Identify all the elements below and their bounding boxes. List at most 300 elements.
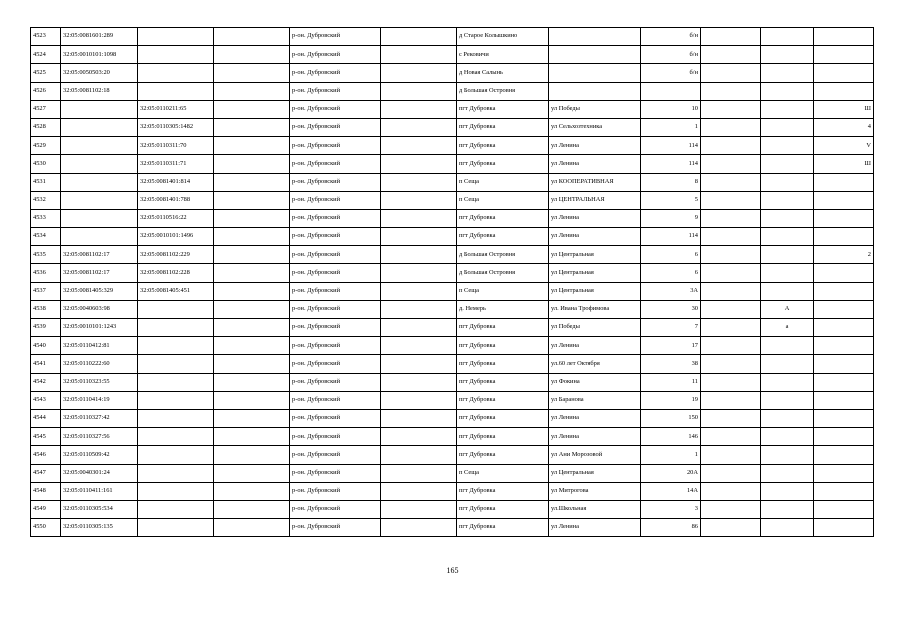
- table-row: [31, 500, 874, 518]
- house-number-cell: 10: [641, 100, 701, 118]
- empty-column-cell: [214, 519, 290, 537]
- district-cell: р-он. Дубровский: [290, 500, 381, 518]
- cadastral-number-cell: 32:05:0110414:19: [61, 391, 138, 409]
- extra-info-cell: [814, 319, 874, 337]
- street-cell: [549, 28, 641, 46]
- extra-info-cell: [814, 409, 874, 427]
- cadastral-number-cell: 32:05:0040301:24: [61, 464, 138, 482]
- district-cell: р-он. Дубровский: [290, 446, 381, 464]
- street-cell: ул Ленина: [549, 155, 641, 173]
- cadastral-number-cell: 32:05:0110412:81: [61, 337, 138, 355]
- cadastral-number-2-cell: [138, 482, 214, 500]
- cadastral-number-cell: [61, 228, 138, 246]
- settlement-cell: пгт Дубровка: [457, 500, 549, 518]
- house-number-cell: 1: [641, 446, 701, 464]
- street-cell: ул Центральная: [549, 464, 641, 482]
- settlement-cell: пгт Дубровка: [457, 155, 549, 173]
- empty-column-2-cell: [381, 464, 457, 482]
- table-row: [31, 46, 874, 64]
- extra-info-cell: [814, 373, 874, 391]
- extra-info-cell: [814, 46, 874, 64]
- record-number-cell: 4550: [31, 519, 61, 537]
- empty-column-cell: [214, 209, 290, 227]
- district-cell: р-он. Дубровский: [290, 264, 381, 282]
- cadastral-number-cell: 32:05:0110327:42: [61, 409, 138, 427]
- district-cell: р-он. Дубровский: [290, 482, 381, 500]
- cadastral-number-cell: 32:05:0110327:56: [61, 428, 138, 446]
- district-cell: р-он. Дубровский: [290, 282, 381, 300]
- cadastral-number-cell: 32:05:0081601:289: [61, 28, 138, 46]
- cadastral-number-cell: [61, 173, 138, 191]
- letter-cell: [761, 519, 814, 537]
- letter-cell: [761, 228, 814, 246]
- letter-cell: [761, 155, 814, 173]
- letter-cell: [761, 28, 814, 46]
- district-cell: р-он. Дубровский: [290, 82, 381, 100]
- district-cell: р-он. Дубровский: [290, 373, 381, 391]
- record-number-cell: 4543: [31, 391, 61, 409]
- settlement-cell: пгт Дубровка: [457, 100, 549, 118]
- street-cell: ул Ленина: [549, 519, 641, 537]
- cadastral-number-cell: 32:05:0110323:55: [61, 373, 138, 391]
- building-number-cell: [701, 173, 761, 191]
- district-cell: р-он. Дубровский: [290, 28, 381, 46]
- empty-column-2-cell: [381, 337, 457, 355]
- settlement-cell: пгт Дубровка: [457, 118, 549, 136]
- house-number-cell: 11: [641, 373, 701, 391]
- extra-info-cell: [814, 209, 874, 227]
- record-number-cell: 4539: [31, 319, 61, 337]
- extra-info-cell: [814, 264, 874, 282]
- cadastral-number-cell: 32:05:0110305:135: [61, 519, 138, 537]
- settlement-cell: пгт Дубровка: [457, 319, 549, 337]
- building-number-cell: [701, 337, 761, 355]
- settlement-cell: д Большая Островня: [457, 82, 549, 100]
- cadastral-number-cell: 32:05:0110411:161: [61, 482, 138, 500]
- extra-info-cell: 2: [814, 246, 874, 264]
- table-row: [31, 391, 874, 409]
- district-cell: р-он. Дубровский: [290, 64, 381, 82]
- letter-cell: [761, 64, 814, 82]
- record-number-cell: 4534: [31, 228, 61, 246]
- table-row: [31, 482, 874, 500]
- street-cell: ул Ленина: [549, 337, 641, 355]
- empty-column-2-cell: [381, 28, 457, 46]
- district-cell: р-он. Дубровский: [290, 391, 381, 409]
- building-number-cell: [701, 264, 761, 282]
- letter-cell: [761, 137, 814, 155]
- empty-column-2-cell: [381, 282, 457, 300]
- table-row: [31, 155, 874, 173]
- settlement-cell: д Большая Островня: [457, 246, 549, 264]
- record-number-cell: 4546: [31, 446, 61, 464]
- extra-info-cell: Ш: [814, 155, 874, 173]
- street-cell: ул Центральная: [549, 264, 641, 282]
- building-number-cell: [701, 28, 761, 46]
- extra-info-cell: [814, 428, 874, 446]
- building-number-cell: [701, 446, 761, 464]
- house-number-cell: 3: [641, 500, 701, 518]
- street-cell: ул Центральная: [549, 282, 641, 300]
- building-number-cell: [701, 209, 761, 227]
- cadastral-number-2-cell: [138, 409, 214, 427]
- record-number-cell: 4525: [31, 64, 61, 82]
- empty-column-2-cell: [381, 46, 457, 64]
- table-row: [31, 173, 874, 191]
- empty-column-2-cell: [381, 319, 457, 337]
- street-cell: ул Сельхозтехника: [549, 118, 641, 136]
- empty-column-2-cell: [381, 82, 457, 100]
- building-number-cell: [701, 409, 761, 427]
- cadastral-number-2-cell: 32:05:0110516:22: [138, 209, 214, 227]
- district-cell: р-он. Дубровский: [290, 319, 381, 337]
- cadastral-number-2-cell: 32:05:0081102:228: [138, 264, 214, 282]
- building-number-cell: [701, 228, 761, 246]
- letter-cell: [761, 82, 814, 100]
- letter-cell: [761, 428, 814, 446]
- cadastral-number-2-cell: [138, 28, 214, 46]
- table-row: [31, 446, 874, 464]
- cadastral-number-cell: [61, 209, 138, 227]
- settlement-cell: п Сеща: [457, 282, 549, 300]
- empty-column-2-cell: [381, 64, 457, 82]
- extra-info-cell: [814, 191, 874, 209]
- empty-column-cell: [214, 228, 290, 246]
- letter-cell: [761, 118, 814, 136]
- street-cell: ул Центральная: [549, 246, 641, 264]
- cadastral-number-2-cell: 32:05:0081102:229: [138, 246, 214, 264]
- empty-column-cell: [214, 28, 290, 46]
- register-table-body: [31, 28, 874, 537]
- extra-info-cell: [814, 300, 874, 318]
- letter-cell: [761, 409, 814, 427]
- cadastral-number-cell: 32:05:0081102:17: [61, 246, 138, 264]
- street-cell: ул Фокина: [549, 373, 641, 391]
- house-number-cell: 6: [641, 264, 701, 282]
- empty-column-2-cell: [381, 373, 457, 391]
- street-cell: ул Победы: [549, 100, 641, 118]
- building-number-cell: [701, 46, 761, 64]
- empty-column-2-cell: [381, 100, 457, 118]
- street-cell: ул Ленина: [549, 409, 641, 427]
- building-number-cell: [701, 282, 761, 300]
- letter-cell: [761, 209, 814, 227]
- settlement-cell: пгт Дубровка: [457, 337, 549, 355]
- record-number-cell: 4537: [31, 282, 61, 300]
- letter-cell: [761, 100, 814, 118]
- cadastral-number-cell: 32:05:0110222:60: [61, 355, 138, 373]
- table-row: [31, 137, 874, 155]
- street-cell: ул.60 лет Октября: [549, 355, 641, 373]
- cadastral-number-2-cell: [138, 82, 214, 100]
- record-number-cell: 4542: [31, 373, 61, 391]
- house-number-cell: 5: [641, 191, 701, 209]
- district-cell: р-он. Дубровский: [290, 228, 381, 246]
- empty-column-cell: [214, 337, 290, 355]
- record-number-cell: 4544: [31, 409, 61, 427]
- settlement-cell: пгт Дубровка: [457, 519, 549, 537]
- street-cell: ул.Школьная: [549, 500, 641, 518]
- cadastral-number-cell: 32:05:0050503:20: [61, 64, 138, 82]
- extra-info-cell: [814, 173, 874, 191]
- extra-info-cell: 4: [814, 118, 874, 136]
- empty-column-cell: [214, 319, 290, 337]
- cadastral-number-2-cell: 32:05:0110311:71: [138, 155, 214, 173]
- empty-column-2-cell: [381, 173, 457, 191]
- house-number-cell: б/н: [641, 28, 701, 46]
- empty-column-cell: [214, 409, 290, 427]
- table-row: [31, 319, 874, 337]
- street-cell: ул Митрогова: [549, 482, 641, 500]
- street-cell: ул Победы: [549, 319, 641, 337]
- empty-column-cell: [214, 264, 290, 282]
- cadastral-number-2-cell: [138, 500, 214, 518]
- empty-column-cell: [214, 64, 290, 82]
- record-number-cell: 4549: [31, 500, 61, 518]
- letter-cell: [761, 46, 814, 64]
- house-number-cell: 150: [641, 409, 701, 427]
- letter-cell: [761, 373, 814, 391]
- district-cell: р-он. Дубровский: [290, 100, 381, 118]
- record-number-cell: 4524: [31, 46, 61, 64]
- building-number-cell: [701, 482, 761, 500]
- street-cell: ул. Ивана Трофимова: [549, 300, 641, 318]
- letter-cell: А: [761, 300, 814, 318]
- street-cell: ул Ленина: [549, 228, 641, 246]
- house-number-cell: 19: [641, 391, 701, 409]
- cadastral-number-cell: [61, 100, 138, 118]
- building-number-cell: [701, 519, 761, 537]
- district-cell: р-он. Дубровский: [290, 118, 381, 136]
- building-number-cell: [701, 355, 761, 373]
- table-row: [31, 82, 874, 100]
- record-number-cell: 4536: [31, 264, 61, 282]
- cadastral-number-cell: 32:05:0081102:17: [61, 264, 138, 282]
- record-number-cell: 4535: [31, 246, 61, 264]
- district-cell: р-он. Дубровский: [290, 409, 381, 427]
- cadastral-number-2-cell: 32:05:0081401:788: [138, 191, 214, 209]
- building-number-cell: [701, 300, 761, 318]
- house-number-cell: 8: [641, 173, 701, 191]
- building-number-cell: [701, 118, 761, 136]
- settlement-cell: п Сеща: [457, 464, 549, 482]
- record-number-cell: 4540: [31, 337, 61, 355]
- extra-info-cell: [814, 282, 874, 300]
- cadastral-number-cell: 32:05:0110305:534: [61, 500, 138, 518]
- cadastral-number-2-cell: 32:05:0110311:70: [138, 137, 214, 155]
- cadastral-number-2-cell: [138, 319, 214, 337]
- house-number-cell: 9: [641, 209, 701, 227]
- record-number-cell: 4541: [31, 355, 61, 373]
- house-number-cell: б/н: [641, 64, 701, 82]
- letter-cell: а: [761, 319, 814, 337]
- settlement-cell: пгт Дубровка: [457, 446, 549, 464]
- empty-column-2-cell: [381, 300, 457, 318]
- cadastral-number-cell: [61, 118, 138, 136]
- street-cell: ул Ани Морозовой: [549, 446, 641, 464]
- cadastral-number-cell: [61, 191, 138, 209]
- empty-column-cell: [214, 82, 290, 100]
- cadastral-number-cell: 32:05:0010101:1243: [61, 319, 138, 337]
- district-cell: р-он. Дубровский: [290, 519, 381, 537]
- empty-column-cell: [214, 482, 290, 500]
- settlement-cell: с Рековичи: [457, 46, 549, 64]
- empty-column-cell: [214, 282, 290, 300]
- letter-cell: [761, 282, 814, 300]
- settlement-cell: пгт Дубровка: [457, 428, 549, 446]
- district-cell: р-он. Дубровский: [290, 428, 381, 446]
- extra-info-cell: [814, 519, 874, 537]
- cadastral-number-2-cell: [138, 300, 214, 318]
- extra-info-cell: V: [814, 137, 874, 155]
- table-row: [31, 246, 874, 264]
- cadastral-number-2-cell: [138, 355, 214, 373]
- cadastral-number-2-cell: [138, 428, 214, 446]
- settlement-cell: д Большая Островня: [457, 264, 549, 282]
- empty-column-2-cell: [381, 409, 457, 427]
- street-cell: ул ЦЕНТРАЛЬНАЯ: [549, 191, 641, 209]
- empty-column-cell: [214, 137, 290, 155]
- district-cell: р-он. Дубровский: [290, 155, 381, 173]
- table-row: [31, 264, 874, 282]
- house-number-cell: [641, 82, 701, 100]
- settlement-cell: пгт Дубровка: [457, 209, 549, 227]
- empty-column-cell: [214, 446, 290, 464]
- empty-column-cell: [214, 155, 290, 173]
- settlement-cell: пгт Дубровка: [457, 482, 549, 500]
- letter-cell: [761, 173, 814, 191]
- table-row: [31, 191, 874, 209]
- letter-cell: [761, 355, 814, 373]
- street-cell: ул КООПЕРАТИВНАЯ: [549, 173, 641, 191]
- extra-info-cell: [814, 391, 874, 409]
- cadastral-number-cell: 32:05:0081102:18: [61, 82, 138, 100]
- settlement-cell: п Сеща: [457, 173, 549, 191]
- extra-info-cell: [814, 464, 874, 482]
- district-cell: р-он. Дубровский: [290, 337, 381, 355]
- cadastral-number-2-cell: [138, 464, 214, 482]
- street-cell: [549, 64, 641, 82]
- building-number-cell: [701, 155, 761, 173]
- district-cell: р-он. Дубровский: [290, 46, 381, 64]
- district-cell: р-он. Дубровский: [290, 246, 381, 264]
- extra-info-cell: [814, 446, 874, 464]
- record-number-cell: 4533: [31, 209, 61, 227]
- building-number-cell: [701, 64, 761, 82]
- cadastral-number-2-cell: [138, 391, 214, 409]
- building-number-cell: [701, 428, 761, 446]
- cadastral-number-2-cell: [138, 373, 214, 391]
- record-number-cell: 4531: [31, 173, 61, 191]
- table-row: [31, 464, 874, 482]
- settlement-cell: п Сеща: [457, 191, 549, 209]
- house-number-cell: 1: [641, 118, 701, 136]
- house-number-cell: 114: [641, 228, 701, 246]
- empty-column-2-cell: [381, 482, 457, 500]
- empty-column-cell: [214, 191, 290, 209]
- record-number-cell: 4526: [31, 82, 61, 100]
- house-number-cell: 114: [641, 137, 701, 155]
- table-row: [31, 209, 874, 227]
- cadastral-number-cell: 32:05:0040603:98: [61, 300, 138, 318]
- cadastral-number-2-cell: 32:05:0081401:814: [138, 173, 214, 191]
- settlement-cell: пгт Дубровка: [457, 228, 549, 246]
- district-cell: р-он. Дубровский: [290, 191, 381, 209]
- settlement-cell: пгт Дубровка: [457, 373, 549, 391]
- district-cell: р-он. Дубровский: [290, 300, 381, 318]
- district-cell: р-он. Дубровский: [290, 355, 381, 373]
- house-number-cell: 30: [641, 300, 701, 318]
- empty-column-2-cell: [381, 428, 457, 446]
- building-number-cell: [701, 500, 761, 518]
- register-table: [30, 27, 874, 537]
- table-row: [31, 282, 874, 300]
- extra-info-cell: [814, 337, 874, 355]
- district-cell: р-он. Дубровский: [290, 173, 381, 191]
- cadastral-number-2-cell: 32:05:0110211:65: [138, 100, 214, 118]
- extra-info-cell: [814, 482, 874, 500]
- cadastral-number-2-cell: 32:05:0110305:1482: [138, 118, 214, 136]
- record-number-cell: 4523: [31, 28, 61, 46]
- letter-cell: [761, 191, 814, 209]
- empty-column-2-cell: [381, 228, 457, 246]
- street-cell: ул Баранова: [549, 391, 641, 409]
- empty-column-2-cell: [381, 264, 457, 282]
- house-number-cell: 3А: [641, 282, 701, 300]
- empty-column-cell: [214, 46, 290, 64]
- empty-column-2-cell: [381, 155, 457, 173]
- empty-column-2-cell: [381, 137, 457, 155]
- building-number-cell: [701, 82, 761, 100]
- letter-cell: [761, 482, 814, 500]
- building-number-cell: [701, 319, 761, 337]
- cadastral-number-2-cell: [138, 64, 214, 82]
- record-number-cell: 4529: [31, 137, 61, 155]
- cadastral-number-2-cell: 32:05:0010101:1496: [138, 228, 214, 246]
- house-number-cell: 17: [641, 337, 701, 355]
- empty-column-cell: [214, 355, 290, 373]
- house-number-cell: 6: [641, 246, 701, 264]
- record-number-cell: 4532: [31, 191, 61, 209]
- street-cell: [549, 82, 641, 100]
- table-row: [31, 228, 874, 246]
- street-cell: ул Ленина: [549, 428, 641, 446]
- table-row: [31, 28, 874, 46]
- settlement-cell: пгт Дубровка: [457, 355, 549, 373]
- building-number-cell: [701, 464, 761, 482]
- table-row: [31, 355, 874, 373]
- house-number-cell: 114: [641, 155, 701, 173]
- letter-cell: [761, 264, 814, 282]
- house-number-cell: 7: [641, 319, 701, 337]
- cadastral-number-2-cell: [138, 46, 214, 64]
- table-row: [31, 300, 874, 318]
- record-number-cell: 4545: [31, 428, 61, 446]
- district-cell: р-он. Дубровский: [290, 137, 381, 155]
- building-number-cell: [701, 246, 761, 264]
- record-number-cell: 4527: [31, 100, 61, 118]
- empty-column-cell: [214, 464, 290, 482]
- empty-column-cell: [214, 100, 290, 118]
- cadastral-number-2-cell: [138, 519, 214, 537]
- empty-column-2-cell: [381, 446, 457, 464]
- building-number-cell: [701, 191, 761, 209]
- district-cell: р-он. Дубровский: [290, 464, 381, 482]
- empty-column-cell: [214, 246, 290, 264]
- cadastral-number-cell: [61, 137, 138, 155]
- house-number-cell: 86: [641, 519, 701, 537]
- extra-info-cell: [814, 28, 874, 46]
